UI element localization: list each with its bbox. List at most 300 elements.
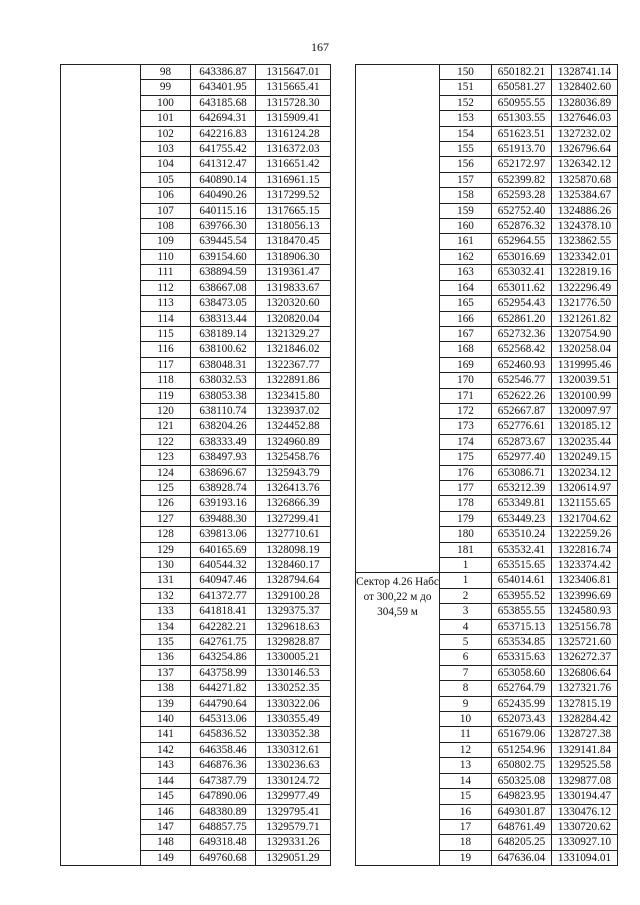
point-number: 176 xyxy=(440,465,492,480)
y-coordinate: 1321704.62 xyxy=(552,511,618,526)
y-coordinate: 1331094.01 xyxy=(552,850,618,865)
point-number: 105 xyxy=(141,172,191,187)
x-coordinate: 653212.39 xyxy=(492,480,552,495)
point-number: 167 xyxy=(440,326,492,341)
x-coordinate: 653534.85 xyxy=(492,635,552,650)
point-number: 152 xyxy=(440,95,492,110)
y-coordinate: 1327232.02 xyxy=(552,126,618,141)
point-number: 13 xyxy=(440,758,492,773)
y-coordinate: 1323415.80 xyxy=(256,388,331,403)
y-coordinate: 1322891.86 xyxy=(256,373,331,388)
x-coordinate: 653086.71 xyxy=(492,465,552,480)
point-number: 131 xyxy=(141,573,191,588)
x-coordinate: 653510.24 xyxy=(492,527,552,542)
point-number: 109 xyxy=(141,234,191,249)
x-coordinate: 650182.21 xyxy=(492,65,552,80)
point-number: 148 xyxy=(141,835,191,850)
x-coordinate: 638100.62 xyxy=(191,342,256,357)
x-coordinate: 642216.83 xyxy=(191,126,256,141)
point-number: 117 xyxy=(141,357,191,372)
x-coordinate: 638473.05 xyxy=(191,296,256,311)
y-coordinate: 1320614.97 xyxy=(552,480,618,495)
y-coordinate: 1323374.42 xyxy=(552,558,618,573)
x-coordinate: 647890.06 xyxy=(191,789,256,804)
point-number: 149 xyxy=(141,850,191,865)
point-number: 2 xyxy=(440,588,492,603)
y-coordinate: 1320258.04 xyxy=(552,342,618,357)
x-coordinate: 652460.93 xyxy=(492,357,552,372)
x-coordinate: 650325.08 xyxy=(492,773,552,788)
x-coordinate: 638204.26 xyxy=(191,419,256,434)
x-coordinate: 642694.31 xyxy=(191,111,256,126)
y-coordinate: 1316651.42 xyxy=(256,157,331,172)
y-coordinate: 1325721.60 xyxy=(552,635,618,650)
table-row xyxy=(356,65,618,80)
y-coordinate: 1329579.71 xyxy=(256,819,331,834)
point-number: 139 xyxy=(141,696,191,711)
y-coordinate: 1320754.90 xyxy=(552,326,618,341)
x-coordinate: 638048.31 xyxy=(191,357,256,372)
y-coordinate: 1323862.55 xyxy=(552,234,618,249)
x-coordinate: 638189.14 xyxy=(191,326,256,341)
y-coordinate: 1322819.16 xyxy=(552,265,618,280)
point-number: 12 xyxy=(440,742,492,757)
x-coordinate: 652977.40 xyxy=(492,450,552,465)
point-number: 106 xyxy=(141,188,191,203)
y-coordinate: 1316124.28 xyxy=(256,126,331,141)
group-cell xyxy=(61,65,141,866)
x-coordinate: 651913.70 xyxy=(492,142,552,157)
x-coordinate: 653532.41 xyxy=(492,542,552,557)
point-number: 156 xyxy=(440,157,492,172)
y-coordinate: 1325458.76 xyxy=(256,450,331,465)
y-coordinate: 1329525.58 xyxy=(552,758,618,773)
x-coordinate: 652876.32 xyxy=(492,219,552,234)
point-number: 100 xyxy=(141,95,191,110)
point-number: 163 xyxy=(440,265,492,280)
y-coordinate: 1330355.49 xyxy=(256,712,331,727)
x-coordinate: 639154.60 xyxy=(191,249,256,264)
y-coordinate: 1326413.76 xyxy=(256,480,331,495)
y-coordinate: 1323406.81 xyxy=(552,573,618,588)
x-coordinate: 638032.53 xyxy=(191,373,256,388)
point-number: 142 xyxy=(141,742,191,757)
x-coordinate: 639488.30 xyxy=(191,511,256,526)
x-coordinate: 652593.28 xyxy=(492,188,552,203)
x-coordinate: 652172.97 xyxy=(492,157,552,172)
point-number: 120 xyxy=(141,403,191,418)
point-number: 145 xyxy=(141,789,191,804)
point-number: 111 xyxy=(141,265,191,280)
point-number: 16 xyxy=(440,804,492,819)
x-coordinate: 652764.79 xyxy=(492,681,552,696)
point-number: 1 xyxy=(440,558,492,573)
x-coordinate: 643254.86 xyxy=(191,650,256,665)
x-coordinate: 641755.42 xyxy=(191,142,256,157)
x-coordinate: 652732.36 xyxy=(492,326,552,341)
y-coordinate: 1320097.97 xyxy=(552,403,618,418)
y-coordinate: 1321846.02 xyxy=(256,342,331,357)
x-coordinate: 638667.08 xyxy=(191,280,256,295)
point-number: 159 xyxy=(440,203,492,218)
x-coordinate: 650802.75 xyxy=(492,758,552,773)
x-coordinate: 653032.41 xyxy=(492,265,552,280)
y-coordinate: 1328794.64 xyxy=(256,573,331,588)
y-coordinate: 1319361.47 xyxy=(256,265,331,280)
x-coordinate: 652776.61 xyxy=(492,419,552,434)
y-coordinate: 1328098.19 xyxy=(256,542,331,557)
point-number: 133 xyxy=(141,604,191,619)
y-coordinate: 1330146.53 xyxy=(256,665,331,680)
point-number: 1 xyxy=(440,573,492,588)
y-coordinate: 1316372.03 xyxy=(256,142,331,157)
y-coordinate: 1325870.68 xyxy=(552,172,618,187)
y-coordinate: 1318470.45 xyxy=(256,234,331,249)
x-coordinate: 652568.42 xyxy=(492,342,552,357)
y-coordinate: 1322367.77 xyxy=(256,357,331,372)
y-coordinate: 1324378.10 xyxy=(552,219,618,234)
point-number: 146 xyxy=(141,804,191,819)
y-coordinate: 1328460.17 xyxy=(256,558,331,573)
x-coordinate: 641312.47 xyxy=(191,157,256,172)
y-coordinate: 1327815.19 xyxy=(552,696,618,711)
y-coordinate: 1326796.64 xyxy=(552,142,618,157)
y-coordinate: 1330124.72 xyxy=(256,773,331,788)
point-number: 157 xyxy=(440,172,492,187)
y-coordinate: 1327299.41 xyxy=(256,511,331,526)
y-coordinate: 1327321.76 xyxy=(552,681,618,696)
point-number: 128 xyxy=(141,527,191,542)
point-number: 168 xyxy=(440,342,492,357)
x-coordinate: 653515.65 xyxy=(492,558,552,573)
y-coordinate: 1317665.15 xyxy=(256,203,331,218)
y-coordinate: 1325943.79 xyxy=(256,465,331,480)
x-coordinate: 642282.21 xyxy=(191,619,256,634)
x-coordinate: 653955.52 xyxy=(492,588,552,603)
y-coordinate: 1329141.84 xyxy=(552,742,618,757)
point-number: 126 xyxy=(141,496,191,511)
y-coordinate: 1330236.63 xyxy=(256,758,331,773)
y-coordinate: 1323342.01 xyxy=(552,249,618,264)
x-coordinate: 652954.43 xyxy=(492,296,552,311)
y-coordinate: 1320039.51 xyxy=(552,373,618,388)
x-coordinate: 645836.52 xyxy=(191,727,256,742)
x-coordinate: 653315.63 xyxy=(492,650,552,665)
y-coordinate: 1324452.88 xyxy=(256,419,331,434)
point-number: 99 xyxy=(141,80,191,95)
y-coordinate: 1315909.41 xyxy=(256,111,331,126)
y-coordinate: 1319833.67 xyxy=(256,280,331,295)
point-number: 132 xyxy=(141,588,191,603)
point-number: 19 xyxy=(440,850,492,865)
x-coordinate: 652435.99 xyxy=(492,696,552,711)
x-coordinate: 640544.32 xyxy=(191,558,256,573)
point-number: 137 xyxy=(141,665,191,680)
point-number: 116 xyxy=(141,342,191,357)
point-number: 158 xyxy=(440,188,492,203)
point-number: 5 xyxy=(440,635,492,650)
x-coordinate: 652399.82 xyxy=(492,172,552,187)
x-coordinate: 652622.26 xyxy=(492,388,552,403)
y-coordinate: 1324960.89 xyxy=(256,434,331,449)
x-coordinate: 650955.55 xyxy=(492,95,552,110)
y-coordinate: 1328727.38 xyxy=(552,727,618,742)
point-number: 129 xyxy=(141,542,191,557)
point-number: 136 xyxy=(141,650,191,665)
point-number: 141 xyxy=(141,727,191,742)
x-coordinate: 638497.93 xyxy=(191,450,256,465)
x-coordinate: 639193.16 xyxy=(191,496,256,511)
point-number: 14 xyxy=(440,773,492,788)
x-coordinate: 646358.46 xyxy=(191,742,256,757)
x-coordinate: 645313.06 xyxy=(191,712,256,727)
y-coordinate: 1330312.61 xyxy=(256,742,331,757)
point-number: 4 xyxy=(440,619,492,634)
left-coordinates-table xyxy=(60,64,331,866)
point-number: 160 xyxy=(440,219,492,234)
x-coordinate: 648761.49 xyxy=(492,819,552,834)
y-coordinate: 1321261.82 xyxy=(552,311,618,326)
y-coordinate: 1330476.12 xyxy=(552,804,618,819)
y-coordinate: 1327646.03 xyxy=(552,111,618,126)
x-coordinate: 640115.16 xyxy=(191,203,256,218)
point-number: 108 xyxy=(141,219,191,234)
point-number: 178 xyxy=(440,496,492,511)
point-number: 17 xyxy=(440,819,492,834)
x-coordinate: 653058.60 xyxy=(492,665,552,680)
point-number: 177 xyxy=(440,480,492,495)
point-number: 18 xyxy=(440,835,492,850)
point-number: 107 xyxy=(141,203,191,218)
x-coordinate: 651623.51 xyxy=(492,126,552,141)
point-number: 153 xyxy=(440,111,492,126)
y-coordinate: 1321776.50 xyxy=(552,296,618,311)
y-coordinate: 1320234.12 xyxy=(552,465,618,480)
point-number: 130 xyxy=(141,558,191,573)
point-number: 170 xyxy=(440,373,492,388)
y-coordinate: 1330005.21 xyxy=(256,650,331,665)
x-coordinate: 638110.74 xyxy=(191,403,256,418)
y-coordinate: 1320320.60 xyxy=(256,296,331,311)
y-coordinate: 1330720.62 xyxy=(552,819,618,834)
x-coordinate: 653855.55 xyxy=(492,604,552,619)
point-number: 154 xyxy=(440,126,492,141)
point-number: 3 xyxy=(440,604,492,619)
y-coordinate: 1329618.63 xyxy=(256,619,331,634)
y-coordinate: 1321329.27 xyxy=(256,326,331,341)
y-coordinate: 1324580.93 xyxy=(552,604,618,619)
point-number: 15 xyxy=(440,789,492,804)
x-coordinate: 639766.30 xyxy=(191,219,256,234)
x-coordinate: 639813.06 xyxy=(191,527,256,542)
y-coordinate: 1327710.61 xyxy=(256,527,331,542)
point-number: 104 xyxy=(141,157,191,172)
y-coordinate: 1330194.47 xyxy=(552,789,618,804)
point-number: 165 xyxy=(440,296,492,311)
y-coordinate: 1328402.60 xyxy=(552,80,618,95)
y-coordinate: 1318906.30 xyxy=(256,249,331,264)
point-number: 122 xyxy=(141,434,191,449)
point-number: 169 xyxy=(440,357,492,372)
x-coordinate: 652873.67 xyxy=(492,434,552,449)
y-coordinate: 1315665.41 xyxy=(256,80,331,95)
y-coordinate: 1322259.26 xyxy=(552,527,618,542)
x-coordinate: 653016.69 xyxy=(492,249,552,264)
x-coordinate: 651303.55 xyxy=(492,111,552,126)
y-coordinate: 1329051.29 xyxy=(256,850,331,865)
point-number: 180 xyxy=(440,527,492,542)
point-number: 140 xyxy=(141,712,191,727)
y-coordinate: 1320235.44 xyxy=(552,434,618,449)
y-coordinate: 1328741.14 xyxy=(552,65,618,80)
x-coordinate: 638928.74 xyxy=(191,480,256,495)
y-coordinate: 1330352.38 xyxy=(256,727,331,742)
table-row xyxy=(356,573,618,588)
x-coordinate: 638333.49 xyxy=(191,434,256,449)
x-coordinate: 649760.68 xyxy=(191,850,256,865)
y-coordinate: 1329375.37 xyxy=(256,604,331,619)
right-coordinates-table xyxy=(355,64,618,866)
y-coordinate: 1329331.26 xyxy=(256,835,331,850)
page-number: 167 xyxy=(311,40,329,54)
x-coordinate: 651679.06 xyxy=(492,727,552,742)
y-coordinate: 1325384.67 xyxy=(552,188,618,203)
point-number: 174 xyxy=(440,434,492,449)
y-coordinate: 1320249.15 xyxy=(552,450,618,465)
x-coordinate: 644271.82 xyxy=(191,681,256,696)
y-coordinate: 1323996.69 xyxy=(552,588,618,603)
x-coordinate: 653715.13 xyxy=(492,619,552,634)
y-coordinate: 1329795.41 xyxy=(256,804,331,819)
x-coordinate: 646876.36 xyxy=(191,758,256,773)
point-number: 103 xyxy=(141,142,191,157)
y-coordinate: 1320820.04 xyxy=(256,311,331,326)
x-coordinate: 640165.69 xyxy=(191,542,256,557)
y-coordinate: 1329977.49 xyxy=(256,789,331,804)
x-coordinate: 643386.87 xyxy=(191,65,256,80)
point-number: 98 xyxy=(141,65,191,80)
point-number: 134 xyxy=(141,619,191,634)
x-coordinate: 651254.96 xyxy=(492,742,552,757)
x-coordinate: 640947.46 xyxy=(191,573,256,588)
point-number: 8 xyxy=(440,681,492,696)
x-coordinate: 638313.44 xyxy=(191,311,256,326)
point-number: 155 xyxy=(440,142,492,157)
point-number: 181 xyxy=(440,542,492,557)
x-coordinate: 641372.77 xyxy=(191,588,256,603)
x-coordinate: 643758.99 xyxy=(191,665,256,680)
point-number: 175 xyxy=(440,450,492,465)
point-number: 127 xyxy=(141,511,191,526)
y-coordinate: 1321155.65 xyxy=(552,496,618,511)
y-coordinate: 1317299.52 xyxy=(256,188,331,203)
x-coordinate: 642761.75 xyxy=(191,635,256,650)
x-coordinate: 652964.55 xyxy=(492,234,552,249)
point-number: 10 xyxy=(440,712,492,727)
y-coordinate: 1326806.64 xyxy=(552,665,618,680)
table-row xyxy=(61,65,331,80)
group-cell xyxy=(356,65,440,573)
y-coordinate: 1322296.49 xyxy=(552,280,618,295)
x-coordinate: 652861.20 xyxy=(492,311,552,326)
point-number: 7 xyxy=(440,665,492,680)
y-coordinate: 1326866.39 xyxy=(256,496,331,511)
x-coordinate: 641818.41 xyxy=(191,604,256,619)
x-coordinate: 649301.87 xyxy=(492,804,552,819)
x-coordinate: 649318.48 xyxy=(191,835,256,850)
x-coordinate: 644790.64 xyxy=(191,696,256,711)
x-coordinate: 653011.62 xyxy=(492,280,552,295)
point-number: 121 xyxy=(141,419,191,434)
point-number: 125 xyxy=(141,480,191,495)
y-coordinate: 1315728.30 xyxy=(256,95,331,110)
point-number: 9 xyxy=(440,696,492,711)
point-number: 179 xyxy=(440,511,492,526)
point-number: 110 xyxy=(141,249,191,264)
y-coordinate: 1330322.06 xyxy=(256,696,331,711)
x-coordinate: 648380.89 xyxy=(191,804,256,819)
point-number: 173 xyxy=(440,419,492,434)
y-coordinate: 1320100.99 xyxy=(552,388,618,403)
point-number: 6 xyxy=(440,650,492,665)
point-number: 112 xyxy=(141,280,191,295)
x-coordinate: 654014.61 xyxy=(492,573,552,588)
y-coordinate: 1329100.28 xyxy=(256,588,331,603)
point-number: 143 xyxy=(141,758,191,773)
x-coordinate: 653449.23 xyxy=(492,511,552,526)
point-number: 135 xyxy=(141,635,191,650)
x-coordinate: 652546.77 xyxy=(492,373,552,388)
y-coordinate: 1325156.78 xyxy=(552,619,618,634)
point-number: 101 xyxy=(141,111,191,126)
point-number: 151 xyxy=(440,80,492,95)
point-number: 162 xyxy=(440,249,492,264)
x-coordinate: 648205.25 xyxy=(492,835,552,850)
y-coordinate: 1319995.46 xyxy=(552,357,618,372)
x-coordinate: 643401.95 xyxy=(191,80,256,95)
point-number: 172 xyxy=(440,403,492,418)
x-coordinate: 648857.75 xyxy=(191,819,256,834)
point-number: 150 xyxy=(440,65,492,80)
y-coordinate: 1326342.12 xyxy=(552,157,618,172)
y-coordinate: 1315647.01 xyxy=(256,65,331,80)
point-number: 171 xyxy=(440,388,492,403)
y-coordinate: 1329828.87 xyxy=(256,635,331,650)
y-coordinate: 1326272.37 xyxy=(552,650,618,665)
x-coordinate: 638696.67 xyxy=(191,465,256,480)
point-number: 102 xyxy=(141,126,191,141)
y-coordinate: 1330252.35 xyxy=(256,681,331,696)
y-coordinate: 1329877.08 xyxy=(552,773,618,788)
point-number: 144 xyxy=(141,773,191,788)
y-coordinate: 1320185.12 xyxy=(552,419,618,434)
point-number: 113 xyxy=(141,296,191,311)
point-number: 161 xyxy=(440,234,492,249)
y-coordinate: 1318056.13 xyxy=(256,219,331,234)
y-coordinate: 1330927.10 xyxy=(552,835,618,850)
point-number: 115 xyxy=(141,326,191,341)
x-coordinate: 639445.54 xyxy=(191,234,256,249)
x-coordinate: 650581.27 xyxy=(492,80,552,95)
x-coordinate: 647387.79 xyxy=(191,773,256,788)
sector-label: Сектор 4.26 Набс от 300,22 м до 304,59 м xyxy=(356,573,440,866)
x-coordinate: 640890.14 xyxy=(191,172,256,187)
point-number: 147 xyxy=(141,819,191,834)
point-number: 114 xyxy=(141,311,191,326)
y-coordinate: 1328036.89 xyxy=(552,95,618,110)
point-number: 123 xyxy=(141,450,191,465)
y-coordinate: 1328284.42 xyxy=(552,712,618,727)
